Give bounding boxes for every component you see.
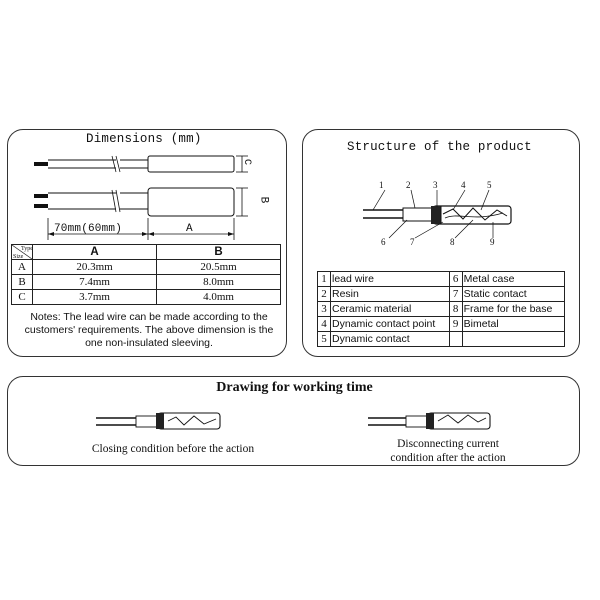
table-cell: 20.3mm (33, 260, 157, 275)
table-cell: 7.4mm (33, 275, 157, 290)
caption-after-line2: condition after the action (390, 452, 506, 464)
dim-label-a: A (186, 223, 193, 235)
table-row (12, 275, 281, 290)
dim-label-c-right: C (241, 159, 252, 166)
corner-size-label: Size (13, 254, 24, 260)
structure-title: Structure of the product (347, 140, 532, 154)
part-number: 1 (318, 272, 331, 287)
part-number: 7 (449, 287, 462, 302)
caption-after-line1: Disconnecting current (397, 438, 499, 450)
callout-3: 3 (433, 180, 438, 190)
thick-sensor (34, 188, 248, 216)
thin-sensor (34, 156, 248, 172)
table-cell: 20.5mm (157, 260, 281, 275)
part-number: 2 (318, 287, 331, 302)
table-row (12, 260, 281, 275)
callout-1: 1 (379, 180, 384, 190)
sensor-closed-drawing (96, 413, 220, 429)
dimension-drawing (8, 130, 288, 250)
table-cell: 8.0mm (157, 275, 281, 290)
parts-table (317, 271, 565, 347)
column-header: B (157, 245, 281, 260)
table-row (318, 287, 565, 302)
part-name: Metal case (462, 272, 564, 287)
part-name: Bimetal (462, 317, 564, 332)
length-label: 70mm(60mm) (54, 223, 123, 235)
part-name: Dynamic contact point (331, 317, 450, 332)
part-number: 8 (449, 302, 462, 317)
table-row (318, 272, 565, 287)
table-cell: 4.0mm (157, 290, 281, 305)
dimensions-table (11, 244, 281, 305)
table-row (318, 332, 565, 347)
callout-5: 5 (487, 180, 492, 190)
part-name: Resin (331, 287, 450, 302)
table-row (318, 317, 565, 332)
column-header: A (33, 245, 157, 260)
callout-7: 7 (410, 237, 415, 247)
empty-cell (449, 332, 462, 347)
callout-4: 4 (461, 180, 466, 190)
row-label: A (12, 260, 33, 275)
row-label: B (12, 275, 33, 290)
part-name: lead wire (331, 272, 450, 287)
part-number: 9 (449, 317, 462, 332)
callout-9: 9 (490, 237, 495, 247)
callout-8: 8 (450, 237, 455, 247)
part-number: 6 (449, 272, 462, 287)
dim-label-b-right: B (257, 196, 270, 204)
sensor-cutaway (363, 206, 511, 224)
part-name: Dynamic contact (331, 332, 450, 347)
table-header-row (12, 245, 281, 260)
callout-6: 6 (381, 237, 386, 247)
part-name: Frame for the base (462, 302, 564, 317)
corner-type-label: Type (21, 246, 33, 252)
part-name: Ceramic material (331, 302, 450, 317)
table-cell: 3.7mm (33, 290, 157, 305)
empty-cell (462, 332, 564, 347)
part-number: 3 (318, 302, 331, 317)
sensor-open-drawing (368, 413, 490, 429)
row-label: C (12, 290, 33, 305)
caption-after-action (358, 437, 538, 465)
table-row (12, 290, 281, 305)
part-number: 4 (318, 317, 331, 332)
table-row (318, 302, 565, 317)
dimensions-title: Dimensions (mm) (86, 132, 202, 146)
dimensions-notes: Notes: The lead wire can be made according to the customers' requirements. The above dimension is the one non-insulated sleeving. (24, 311, 274, 349)
callout-2: 2 (406, 180, 411, 190)
structure-drawing (303, 130, 581, 260)
dimensions-panel (7, 129, 287, 357)
part-number: 5 (318, 332, 331, 347)
structure-panel (302, 129, 580, 357)
part-name: Static contact (462, 287, 564, 302)
table-corner-cell (12, 245, 33, 260)
working-time-panel (7, 376, 580, 466)
caption-before-action: Closing condition before the action (91, 443, 255, 455)
working-title: Drawing for working time (216, 380, 373, 395)
